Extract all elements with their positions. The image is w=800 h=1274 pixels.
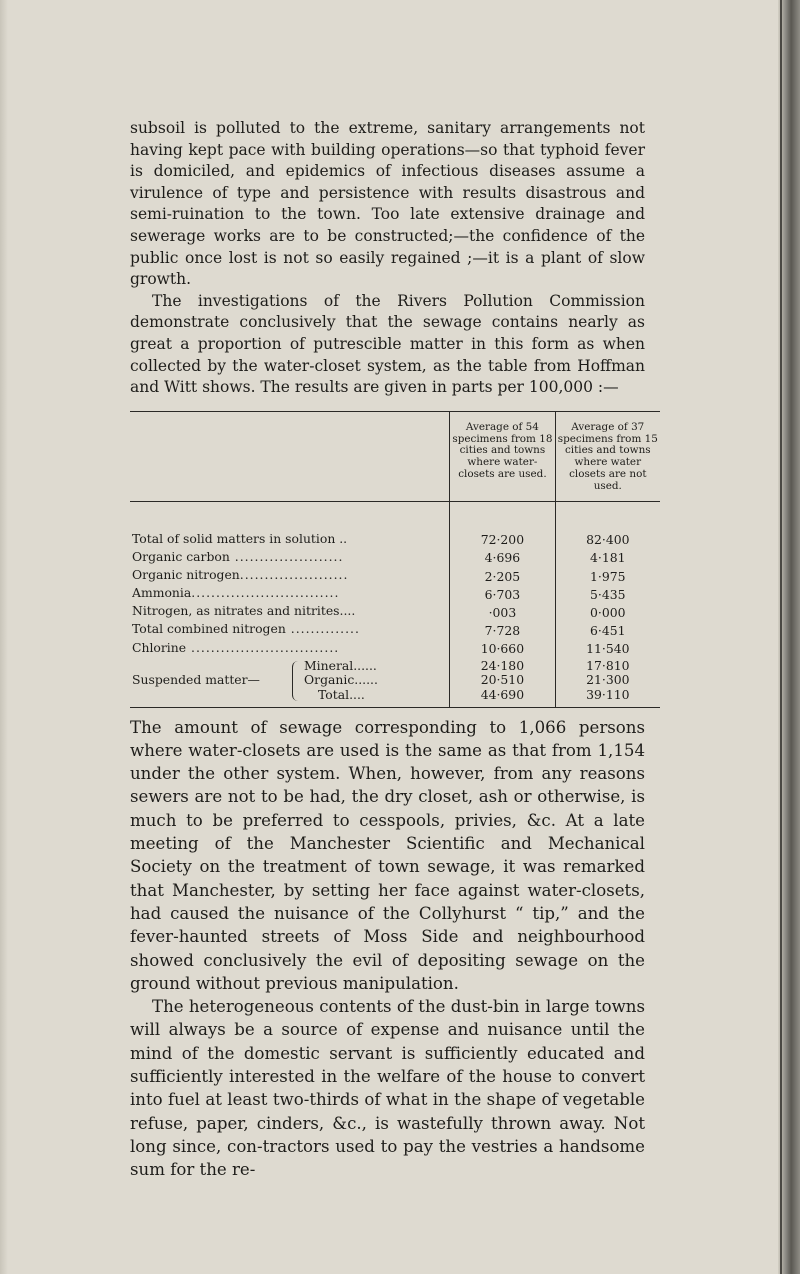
cell-with-closets: ·003	[450, 604, 555, 622]
cell-with-closets: 2·205	[450, 568, 555, 586]
row-label: Nitrogen, as nitrates and nitrites....	[132, 604, 356, 619]
paragraph-1: subsoil is polluted to the extreme, sanitary arrangements not having kept pace with building operations—so that typhoid fever is domiciled, and epidemics of infectious diseases assume a virulence of type and persistence with results disastrous and semi-ruination to the town. Too late extensive drainage and sewerage works are to be constructed;—the confidence of the public once lost is not so easily regained ;—it is a plant of slow growth.	[130, 119, 645, 289]
cell-without-closets: 5·435	[555, 586, 660, 604]
table-header-without-closets: Average of 37 specimens from 15 cities and towns where water closets are not used.	[555, 411, 660, 501]
table-header-with-closets: Average of 54 specimens from 18 cities and towns where water-closets are used.	[450, 411, 555, 501]
table-row	[130, 550, 660, 568]
cell-without-closets: 0·000	[555, 604, 660, 622]
table-row	[130, 622, 660, 640]
row-label: Total of solid matters in solution ..	[132, 531, 348, 546]
table-row-suspended-mineral	[130, 659, 660, 674]
page-content	[130, 118, 658, 1182]
cell-with-closets: 6·703	[450, 586, 555, 604]
cell-with-closets: 24·180	[450, 659, 555, 674]
brace-icon	[292, 661, 301, 701]
table-row	[130, 604, 660, 622]
table-row	[130, 501, 660, 550]
cell-without-closets: 39·110	[555, 688, 660, 707]
table-header-blank	[130, 411, 450, 501]
cell-with-closets: 72·200	[450, 501, 555, 550]
cell-with-closets: 10·660	[450, 641, 555, 659]
cell-without-closets: 1·975	[555, 568, 660, 586]
row-label: Organic......	[304, 672, 378, 688]
cell-with-closets: 4·696	[450, 550, 555, 568]
table-row	[130, 568, 660, 586]
cell-without-closets: 82·400	[555, 501, 660, 550]
cell-without-closets: 4·181	[555, 550, 660, 568]
row-label: Total....	[130, 688, 450, 707]
cell-without-closets: 21·300	[555, 673, 660, 688]
paragraph-3: The amount of sewage corresponding to 1,066 persons where water-closets are used is the same as that from 1,154 under the other system. When, however, from any reasons sewers are not to be had, the dry closet, ash or otherwise, is much to be preferred to cesspools, privies, &c. At a late meeting of the Manchester Scientific and Mechanical Society on the treatment of town sewage, it was remarked that Manchester, by setting her face against water-closets, had caused the nuisance of the Collyhurst “ tip,” and the fever-haunted streets of Moss Side and neighbourhood showed conclusively the evil of depositing sewage on the ground without previous manipulation.	[130, 717, 645, 993]
page-left-shadow	[0, 0, 8, 1274]
row-label: Organic carbon ......................	[132, 549, 344, 564]
row-label: Chlorine ..............................	[132, 640, 340, 655]
sewage-comparison-table	[130, 411, 660, 708]
cell-with-closets: 7·728	[450, 622, 555, 640]
table-row-suspended-total	[130, 688, 660, 707]
table-row	[130, 586, 660, 604]
row-label: Total combined nitrogen ..............	[132, 622, 360, 637]
book-page-edge-line	[780, 0, 782, 1274]
suspended-matter-label: Suspended matter—	[132, 671, 260, 687]
cell-with-closets: 20·510	[450, 673, 555, 688]
row-label: Organic nitrogen......................	[132, 567, 349, 582]
data-table	[130, 411, 660, 708]
table-row	[130, 641, 660, 659]
cell-without-closets: 11·540	[555, 641, 660, 659]
table-header-row	[130, 411, 660, 501]
cell-with-closets: 44·690	[450, 688, 555, 707]
after-table-text	[130, 716, 645, 1182]
row-label: Ammonia..............................	[132, 586, 340, 601]
cell-without-closets: 17·810	[555, 659, 660, 674]
row-label: Suspended matter— Mineral......	[130, 659, 450, 674]
paragraph-2: The investigations of the Rivers Pollution Commission demonstrate conclusively that the sewage contains nearly as great a proportion of putrescible matter in this form as when collected by the water-closet system, as the table from Hoffman and Witt shows. The results are given in parts per 100,000 :—	[130, 291, 645, 397]
cell-without-closets: 6·451	[555, 622, 660, 640]
paragraph-4: The heterogeneous contents of the dust-bin in large towns will always be a source of expense and nuisance until the mind of the domestic servant is sufficiently educated and sufficiently interested in the welfare of the house to convert into fuel at least two-thirds of what in the shape of vegetable refuse, paper, cinders, &c., is wastefully thrown away. Not long since, con-tractors used to pay the vestries a handsome sum for the re-	[130, 997, 645, 1180]
